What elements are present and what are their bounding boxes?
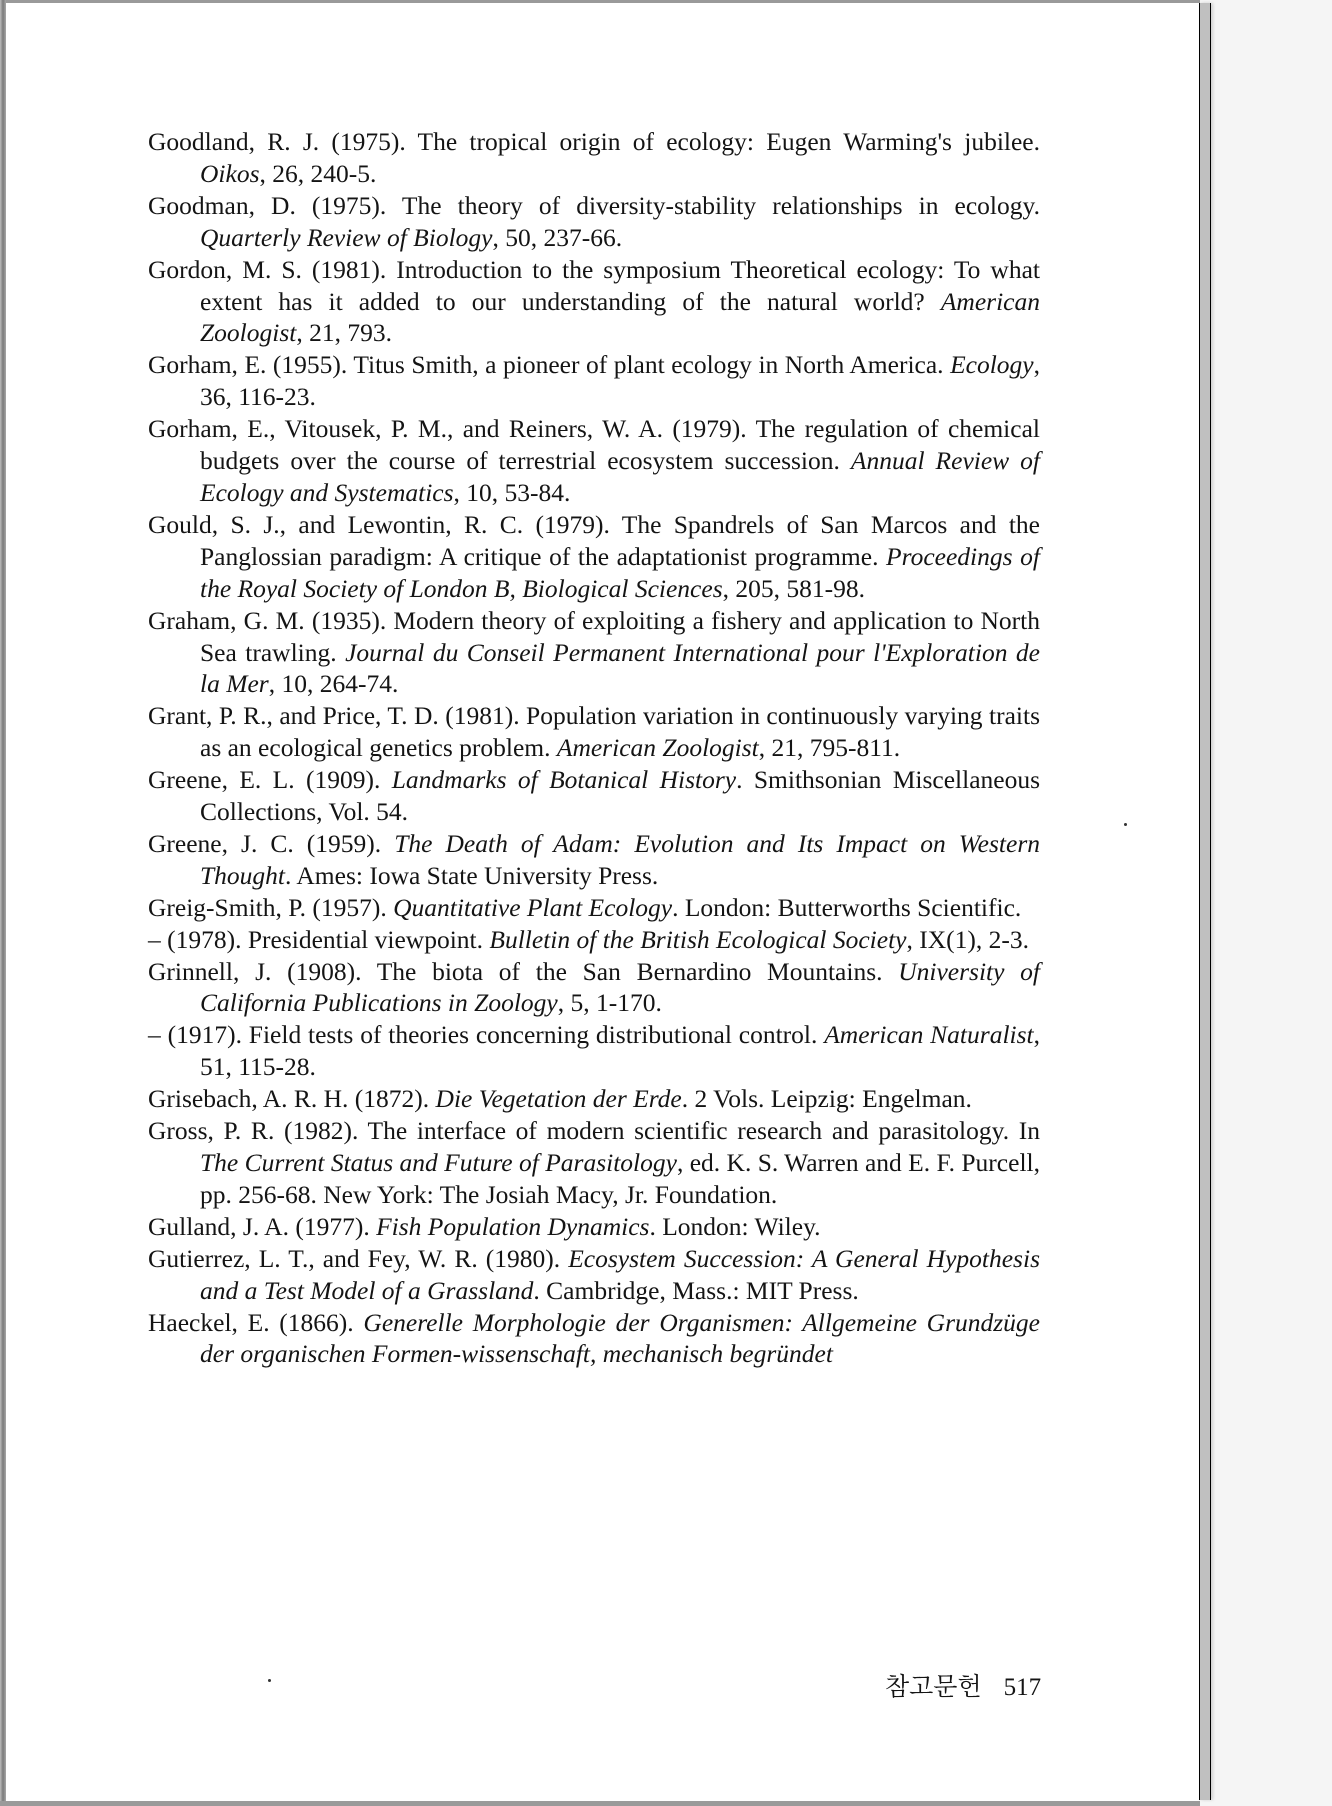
page-number: 517 <box>1003 1674 1042 1701</box>
reference-entry: Gulland, J. A. (1977). Fish Population Dynamics. London: Wiley. <box>148 1211 821 1241</box>
page-edge-shadow <box>1199 3 1211 1800</box>
reference-entry: Goodland, R. J. (1975). The tropical origin of ecology: Eugen Warming's jubilee. Oikos, 26, 240-5. <box>148 127 1040 188</box>
reference-list <box>148 126 1040 1370</box>
reference-entry: Gordon, M. S. (1981). Introduction to the symposium Theoretical ecology: To what extent has it added to our understanding of the natural world? American Zoologist, 21, 793. <box>148 254 1040 348</box>
scan-speck <box>268 1679 271 1682</box>
reference-entry: Greig-Smith, P. (1957). Quantitative Plant Ecology. London: Butterworths Scientific. <box>148 892 1022 922</box>
reference-entry: Gorham, E. (1955). Titus Smith, a pioneer of plant ecology in North America. Ecology, 36, 116-23. <box>148 350 1040 412</box>
reference-entry: – (1978). Presidential viewpoint. Bulletin of the British Ecological Society, IX(1), 2-3. <box>148 924 1030 954</box>
reference-entry: Greene, J. C. (1959). The Death of Adam: Evolution and Its Impact on Western Thought. Ames: Iowa State University Press. <box>148 828 1040 890</box>
reference-entry: Goodman, D. (1975). The theory of diversity-stability relationships in ecology. Quarterly Review of Biology, 50, 237-66. <box>148 190 1040 252</box>
frame-bottom-border <box>0 1801 1200 1806</box>
reference-entry: Greene, E. L. (1909). Landmarks of Botanical History. Smithsonian Miscellaneous Collections, Vol. 54. <box>148 765 1041 827</box>
reference-entry: Grinnell, J. (1908). The biota of the San Bernardino Mountains. University of California Publications in Zoology, 5, 1-170. <box>148 956 1040 1018</box>
reference-entry: Gould, S. J., and Lewontin, R. C. (1979). The Spandrels of San Marcos and the Panglossian paradigm: A critique of the adaptationist programme. Proceedings of the Royal Society of London B, Biological Sciences, 205, 581-98. <box>148 509 1040 603</box>
reference-entry: Grant, P. R., and Price, T. D. (1981). Population variation in continuously varying traits as an ecological genetics problem. American Zoologist, 21, 795-811. <box>148 701 1040 763</box>
reference-entry: Gutierrez, L. T., and Fey, W. R. (1980). Ecosystem Succession: A General Hypothesis and a Test Model of a Grassland. Cambridge, Mass.: MIT Press. <box>148 1243 1040 1305</box>
page-footer <box>885 1667 1041 1703</box>
reference-entry: Graham, G. M. (1935). Modern theory of exploiting a fishery and application to North Sea trawling. Journal du Conseil Permanent International pour l'Exploration de la Mer, 10, 264-74. <box>148 605 1040 699</box>
reference-entry: Haeckel, E. (1866). Generelle Morphologie der Organismen: Allgemeine Grundzüge der organischen Formen-wissenschaft, mechanisch begründet <box>148 1307 1040 1369</box>
reference-entry: – (1917). Field tests of theories concerning distributional control. American Naturalist, 51, 115-28. <box>148 1020 1040 1082</box>
scan-speck <box>1124 823 1127 826</box>
reference-entry: Grisebach, A. R. H. (1872). Die Vegetation der Erde. 2 Vols. Leipzig: Engelman. <box>148 1084 972 1114</box>
section-label: 참고문헌 <box>885 1674 982 1701</box>
reference-entry: Gorham, E., Vitousek, P. M., and Reiners, W. A. (1979). The regulation of chemical budgets over the course of terrestrial ecosystem succession. Annual Review of Ecology and Systematics, 10, 53-84. <box>148 414 1040 507</box>
reference-entry: Gross, P. R. (1982). The interface of modern scientific research and parasitology. In The Current Status and Future of Parasitology, ed. K. S. Warren and E. F. Purcell, pp. 256-68. New York: The Josiah Macy, Jr. Foundation. <box>148 1116 1040 1209</box>
